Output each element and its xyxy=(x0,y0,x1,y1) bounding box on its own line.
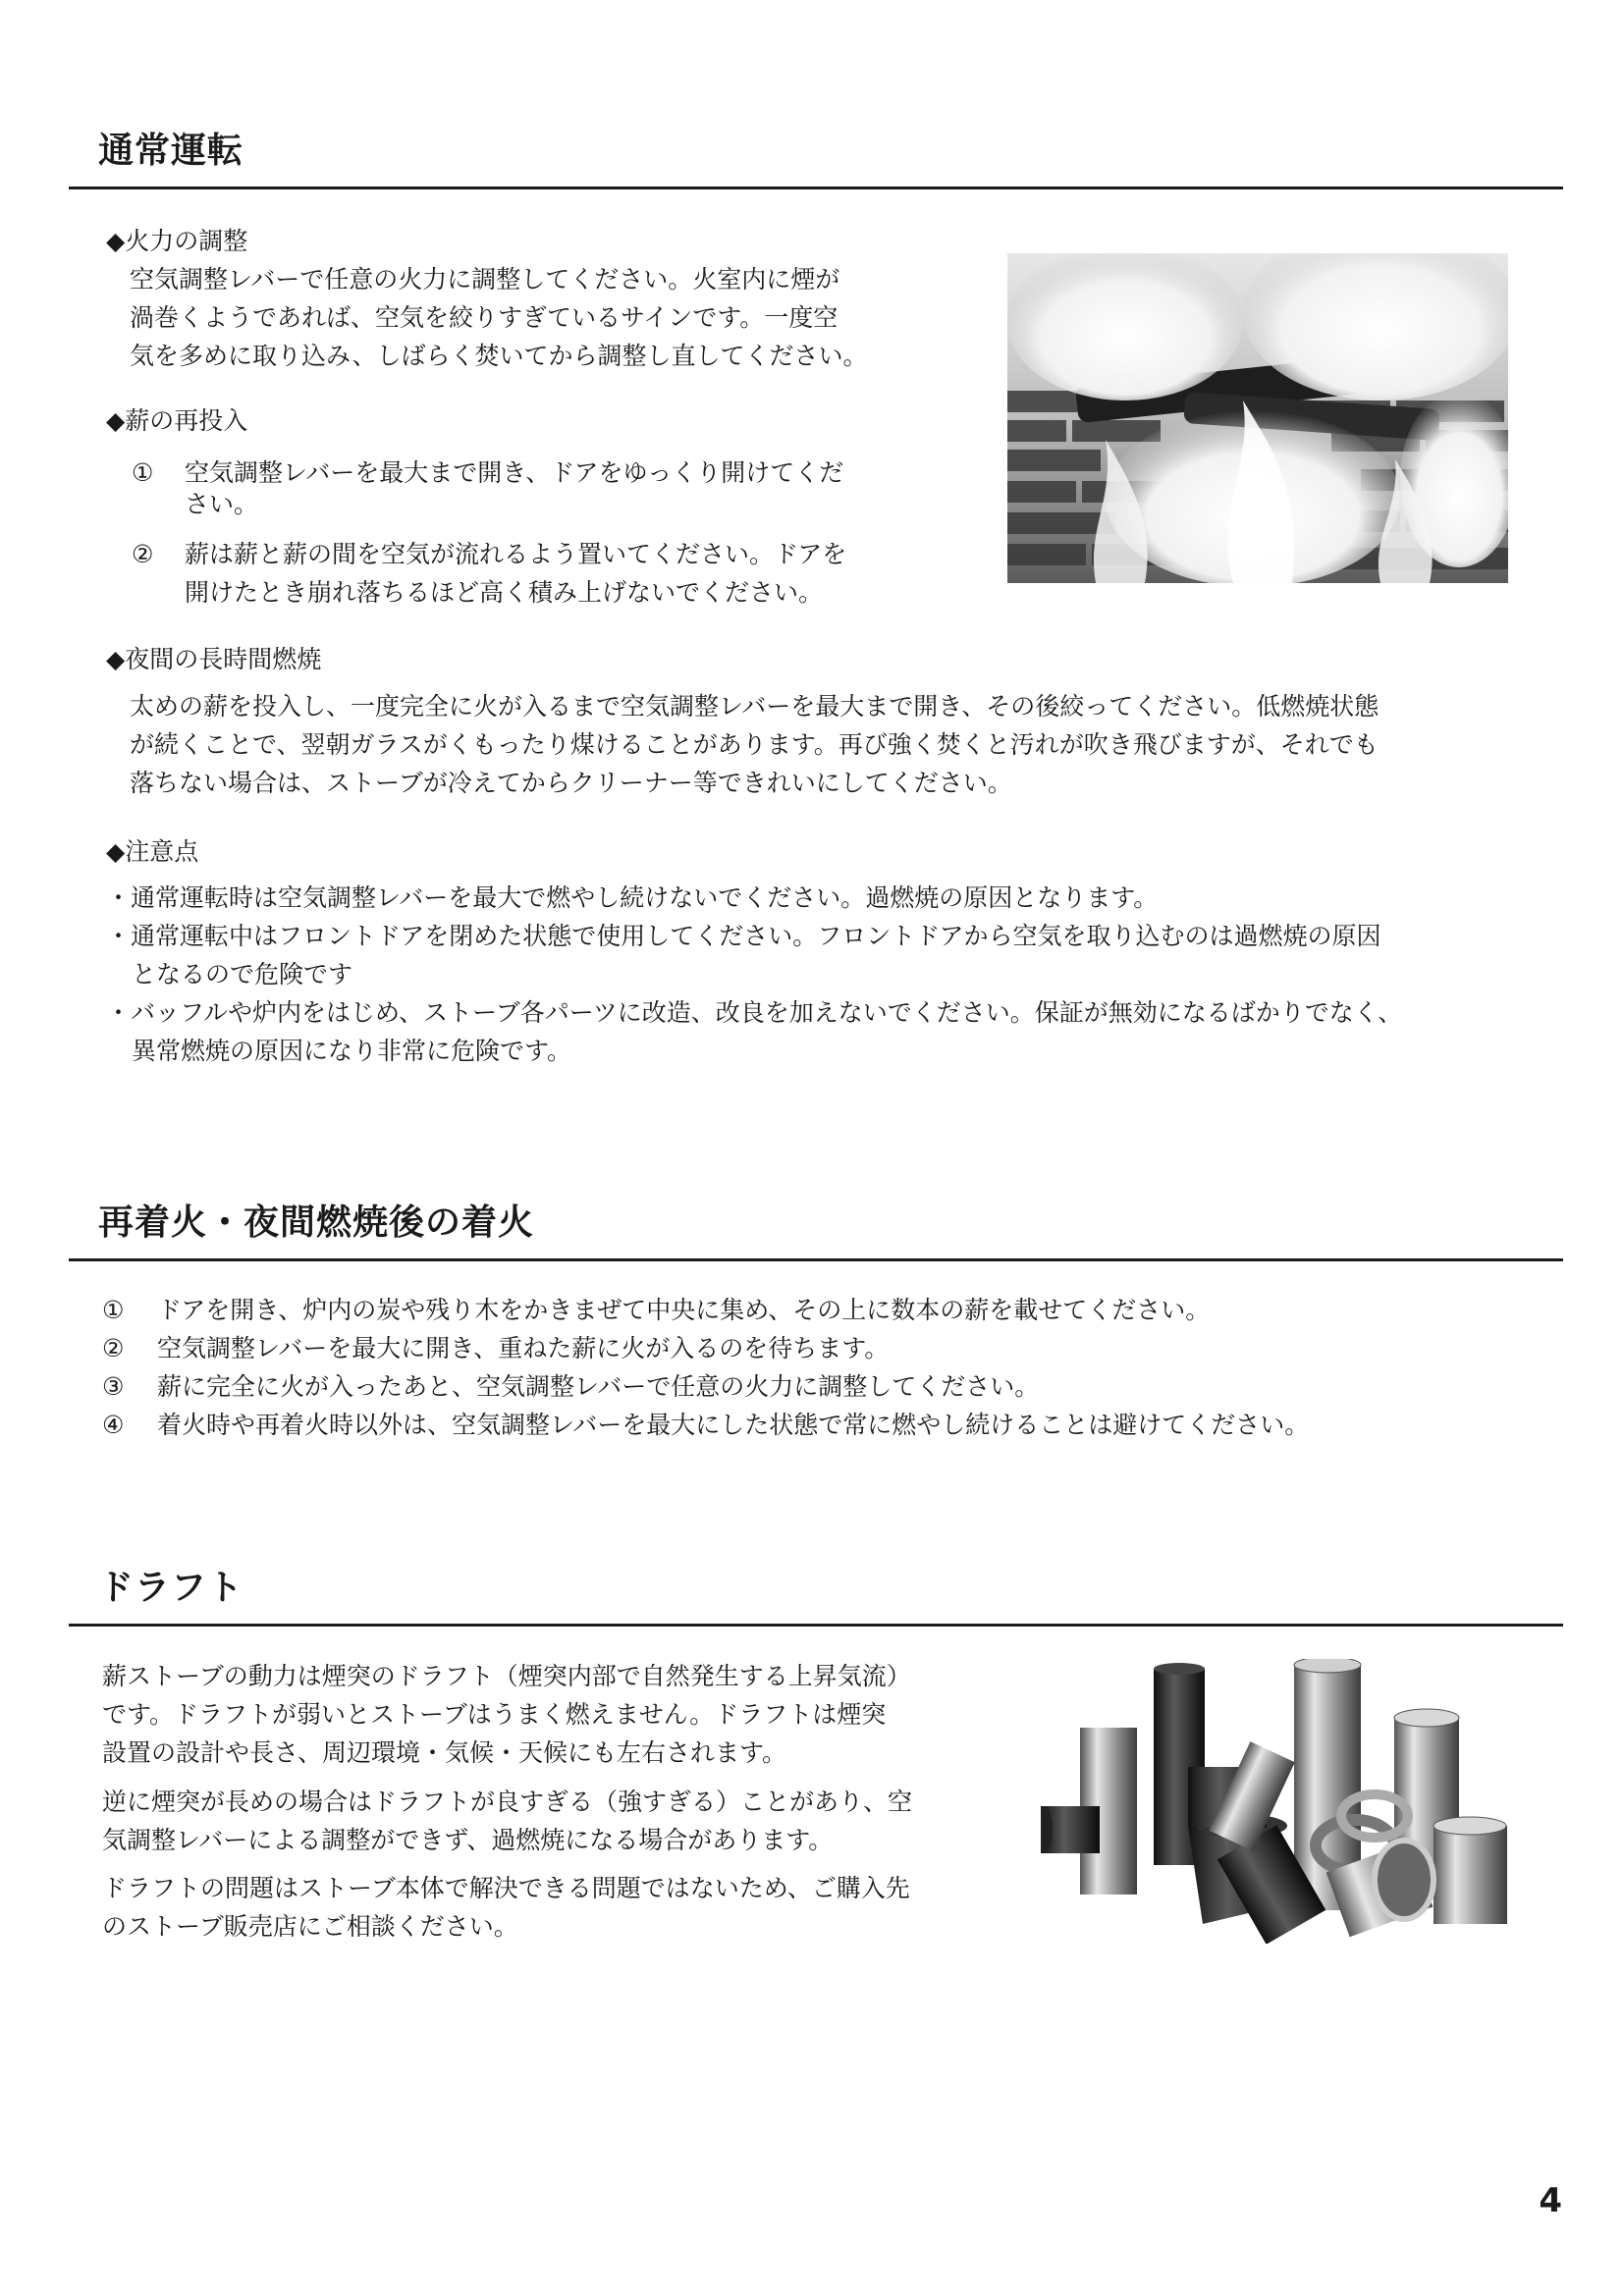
paragraph-line: 太めの薪を投入し、一度完全に火が入るまで空気調整レバーを最大まで開き、その後絞ってください。低燃焼状態 xyxy=(130,692,1380,721)
list-item-line: 空気調整レバーを最大まで開き、ドアをゆっくり開けてくだ xyxy=(185,458,844,487)
list-item-line: さい。 xyxy=(185,490,259,518)
caution-line: ・バッフルや炉内をはじめ、ストーブ各パーツに改造、改良を加えないでください。保証が無効になるばかりでなく、 xyxy=(106,998,1403,1027)
paragraph-line: 渦巻くようであれば、空気を絞りすぎているサインです。一度空 xyxy=(130,303,839,332)
item-number: ③ xyxy=(102,1372,125,1401)
subheading-reload: ◆薪の再投入 xyxy=(106,406,248,435)
list-item-line: 開けたとき崩れ落ちるほど高く積み上げないでください。 xyxy=(185,578,824,607)
paragraph-line: 気調整レバーによる調整ができず、過燃焼になる場合があります。 xyxy=(102,1826,834,1854)
list-item-line: 薪は薪と薪の間を空気が流れるよう置いてください。ドアを xyxy=(185,540,847,568)
item-number: ① xyxy=(132,458,154,487)
caution-line: ・通常運転時は空気調整レバーを最大で燃やし続けないでください。過燃焼の原因となります。 xyxy=(106,883,1159,912)
paragraph-line: 逆に煙突が長めの場合はドラフトが良すぎる（強すぎる）ことがあり、空 xyxy=(102,1788,913,1816)
section-divider xyxy=(69,1624,1563,1627)
subheading-fire-adjust: ◆火力の調整 xyxy=(106,227,248,255)
caution-line: ・通常運転中はフロントドアを閉めた状態で使用してください。フロントドアから空気を取り込むのは過燃焼の原因 xyxy=(106,922,1381,950)
chimney-parts-graphic xyxy=(1041,1659,1522,1944)
paragraph-line: 設置の設計や長さ、周辺環境・気候・天候にも左右されます。 xyxy=(102,1738,787,1767)
paragraph-line: 薪ストーブの動力は煙突のドラフト（煙突内部で自然発生する上昇気流） xyxy=(102,1662,911,1690)
item-number: ① xyxy=(102,1296,125,1324)
item-number: ② xyxy=(102,1334,125,1362)
section-title-normal-operation: 通常運転 xyxy=(98,131,244,171)
paragraph-line: 落ちない場合は、ストーブが冷えてからクリーナー等できれいにしてください。 xyxy=(130,769,1012,797)
list-item-line: 空気調整レバーを最大に開き、重ねた薪に火が入るのを待ちます。 xyxy=(157,1334,890,1362)
section-title-reignition: 再着火・夜間燃焼後の着火 xyxy=(98,1202,535,1243)
paragraph-line: 気を多めに取り込み、しばらく焚いてから調整し直してください。 xyxy=(130,342,868,370)
list-item-line: ドアを開き、炉内の炭や残り木をかきまぜて中央に集め、その上に数本の薪を載せてください。 xyxy=(157,1296,1211,1324)
paragraph-line: 空気調整レバーで任意の火力に調整してください。火室内に煙が xyxy=(130,265,840,294)
caution-line: となるので危険です xyxy=(132,960,353,988)
list-item-line: 薪に完全に火が入ったあと、空気調整レバーで任意の火力に調整してください。 xyxy=(157,1372,1040,1401)
fire-photo xyxy=(1007,253,1508,583)
section-title-draft: ドラフト xyxy=(98,1568,244,1608)
item-number: ④ xyxy=(102,1411,125,1439)
paragraph-line: のストーブ販売店にご相談ください。 xyxy=(102,1912,518,1941)
section-divider xyxy=(69,187,1563,189)
caution-line: 異常燃焼の原因になり非常に危険です。 xyxy=(132,1037,572,1065)
subheading-cautions: ◆注意点 xyxy=(106,837,199,866)
subheading-overnight: ◆夜間の長時間燃焼 xyxy=(106,645,322,673)
fire-photo-graphic xyxy=(1007,253,1508,583)
list-item-line: 着火時や再着火時以外は、空気調整レバーを最大にした状態で常に燃やし続けることは避けてください。 xyxy=(157,1411,1310,1439)
paragraph-line: です。ドラフトが弱いとストーブはうまく燃えません。ドラフトは煙突 xyxy=(102,1700,887,1729)
chimney-parts-photo xyxy=(1041,1659,1522,1944)
section-divider xyxy=(69,1258,1563,1261)
page-number: 4 xyxy=(1539,2181,1562,2220)
item-number: ② xyxy=(132,540,154,568)
paragraph-line: ドラフトの問題はストーブ本体で解決できる問題ではないため、ご購入先 xyxy=(102,1874,910,1902)
paragraph-line: が続くことで、翌朝ガラスがくもったり煤けることがあります。再び強く焚くと汚れが吹き飛びますが、それでも xyxy=(130,730,1379,759)
